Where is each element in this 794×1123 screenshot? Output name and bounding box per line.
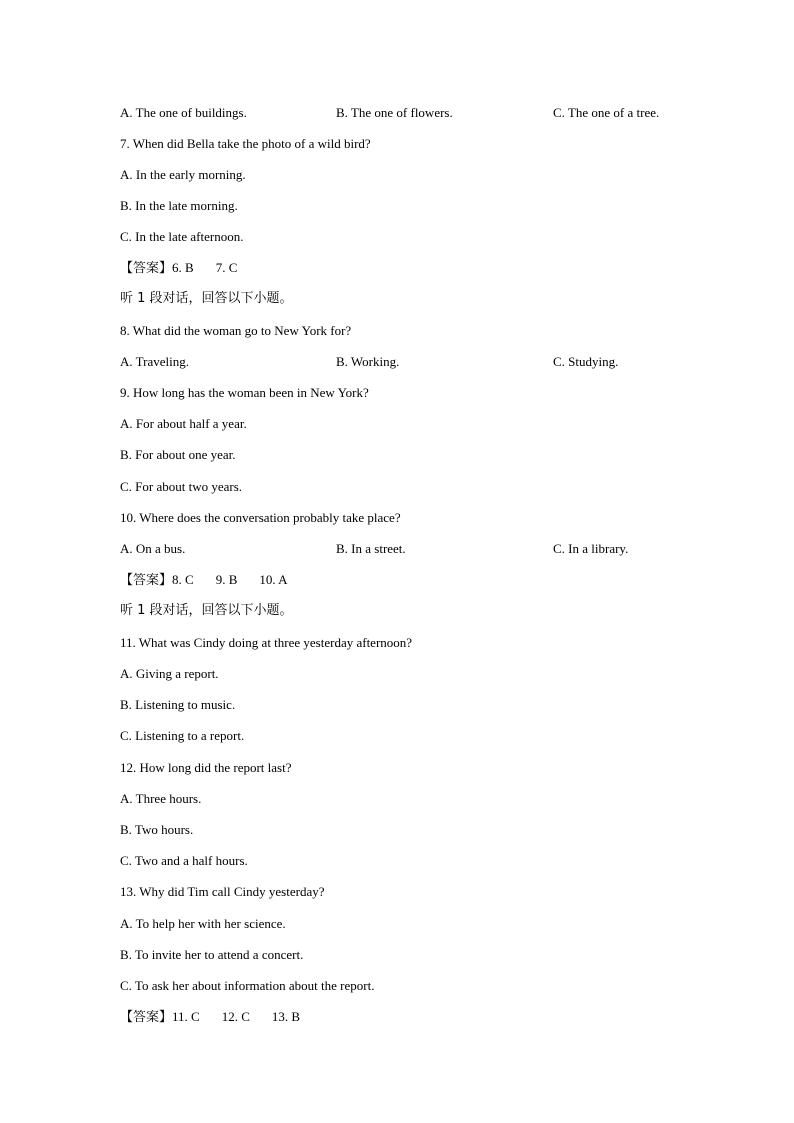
answer-item: 9. B — [215, 572, 238, 587]
answer-item: 10. A — [259, 572, 288, 587]
q9-option-a: A. For about half a year. — [120, 416, 247, 431]
answer-item: 11. C — [172, 1009, 200, 1024]
answer-item: 6. B — [172, 260, 194, 275]
q10-option-c: C. In a library. — [553, 541, 629, 556]
q12-question: 12. How long did the report last? — [120, 760, 292, 775]
q12-option-a: A. Three hours. — [120, 791, 202, 806]
q9-option-c: C. For about two years. — [120, 479, 243, 494]
answer-item: 12. C — [221, 1009, 250, 1024]
q6-option-b: B. The one of flowers. — [336, 105, 453, 120]
q8-option-a: A. Traveling. — [120, 354, 189, 369]
q10-question: 10. Where does the conversation probably take place? — [120, 510, 401, 525]
q7-option-c: C. In the late afternoon. — [120, 229, 244, 244]
q12-option-b: B. Two hours. — [120, 822, 194, 837]
answer-label: 【答案】 — [120, 261, 173, 276]
q13-option-c: C. To ask her about information about the report. — [120, 978, 375, 993]
q11-option-a: A. Giving a report. — [120, 666, 219, 681]
q6-option-a: A. The one of buildings. — [120, 105, 247, 120]
answer-item: 13. B — [271, 1009, 301, 1024]
q13-option-b: B. To invite her to attend a concert. — [120, 947, 304, 962]
q9-option-b: B. For about one year. — [120, 447, 236, 462]
q8-option-b: B. Working. — [336, 354, 400, 369]
q8-option-c: C. Studying. — [553, 354, 619, 369]
q10-options-row — [120, 541, 720, 557]
answer-item: 8. C — [172, 572, 194, 587]
answer-item: 7. C — [215, 260, 238, 275]
q8-options-row — [120, 354, 720, 370]
q11-option-b: B. Listening to music. — [120, 697, 236, 712]
answer-line-3 — [120, 1009, 322, 1026]
q12-option-c: C. Two and a half hours. — [120, 853, 248, 868]
answer-label: 【答案】 — [120, 573, 173, 588]
q10-option-b: B. In a street. — [336, 541, 406, 556]
q7-option-b: B. In the late morning. — [120, 198, 238, 213]
q13-option-a: A. To help her with her science. — [120, 916, 286, 931]
q7-question: 7. When did Bella take the photo of a wild bird? — [120, 136, 371, 151]
q9-question: 9. How long has the woman been in New York? — [120, 385, 369, 400]
q6-option-c: C. The one of a tree. — [553, 105, 660, 120]
instruction-line: 听 1 段对话，回答以下小题。 — [120, 291, 293, 306]
q13-question: 13. Why did Tim call Cindy yesterday? — [120, 884, 325, 899]
answer-line-1 — [120, 260, 259, 277]
q6-options-row — [120, 105, 720, 121]
answer-label: 【答案】 — [120, 1010, 173, 1025]
q7-option-a: A. In the early morning. — [120, 167, 246, 182]
answer-line-2 — [120, 572, 310, 589]
instruction-line: 听 1 段对话，回答以下小题。 — [120, 603, 293, 618]
q8-question: 8. What did the woman go to New York for? — [120, 323, 352, 338]
q10-option-a: A. On a bus. — [120, 541, 186, 556]
q11-question: 11. What was Cindy doing at three yesterday afternoon? — [120, 635, 413, 650]
q11-option-c: C. Listening to a report. — [120, 728, 245, 743]
